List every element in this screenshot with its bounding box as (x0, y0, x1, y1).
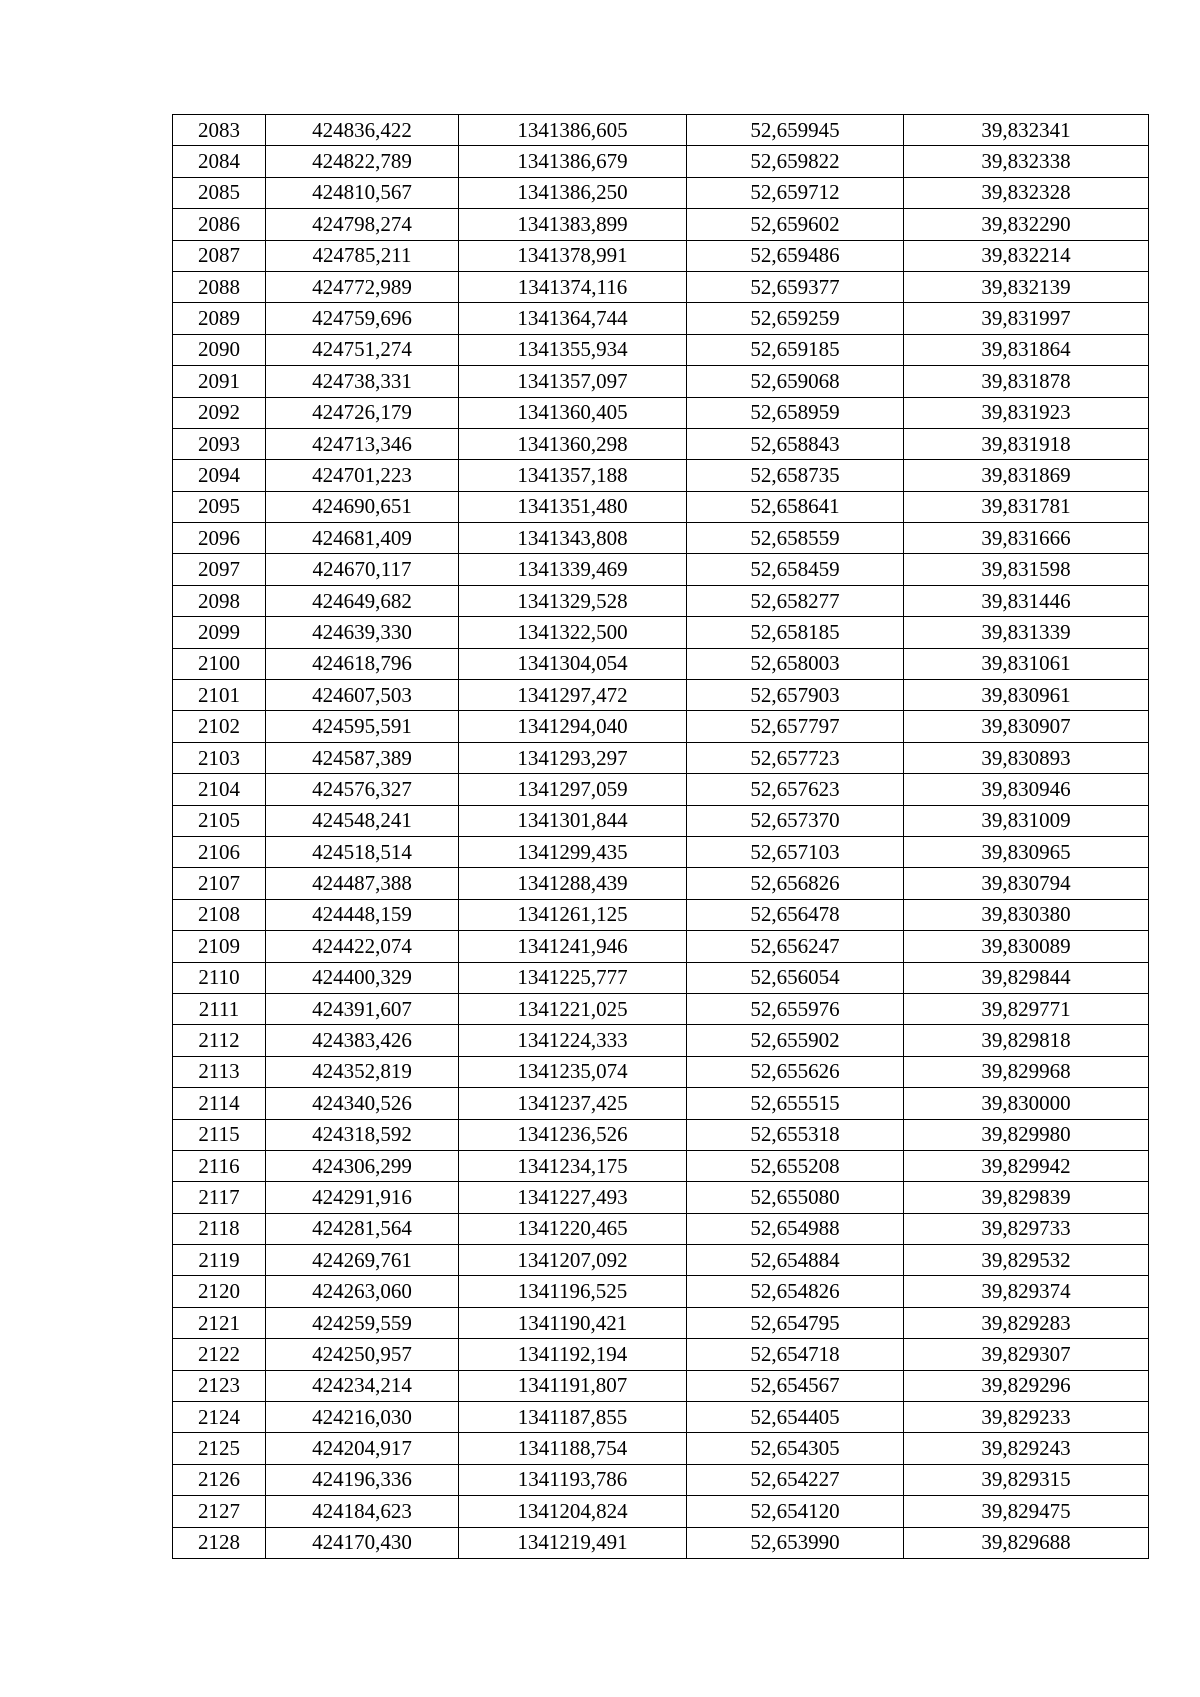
table-row (173, 585, 1149, 616)
table-row (173, 1339, 1149, 1370)
y-coordinate-cell: 1341364,744 (459, 303, 687, 334)
y-coordinate-cell: 1341329,528 (459, 585, 687, 616)
x-coordinate-cell: 424576,327 (266, 774, 459, 805)
longitude-cell: 39,831923 (904, 397, 1149, 428)
point-number-cell: 2114 (173, 1088, 266, 1119)
latitude-cell: 52,657723 (687, 742, 904, 773)
table-row (173, 742, 1149, 773)
point-number-cell: 2128 (173, 1527, 266, 1558)
point-number-cell: 2119 (173, 1245, 266, 1276)
latitude-cell: 52,658185 (687, 617, 904, 648)
latitude-cell: 52,658735 (687, 460, 904, 491)
longitude-cell: 39,831781 (904, 491, 1149, 522)
longitude-cell: 39,830946 (904, 774, 1149, 805)
longitude-cell: 39,831869 (904, 460, 1149, 491)
latitude-cell: 52,655080 (687, 1182, 904, 1213)
point-number-cell: 2107 (173, 868, 266, 899)
longitude-cell: 39,832341 (904, 115, 1149, 146)
table-row (173, 428, 1149, 459)
point-number-cell: 2086 (173, 209, 266, 240)
table-row (173, 774, 1149, 805)
latitude-cell: 52,655208 (687, 1150, 904, 1181)
longitude-cell: 39,832328 (904, 177, 1149, 208)
table-row (173, 1245, 1149, 1276)
coordinates-table-body (173, 115, 1149, 1559)
y-coordinate-cell: 1341224,333 (459, 1025, 687, 1056)
x-coordinate-cell: 424352,819 (266, 1056, 459, 1087)
point-number-cell: 2087 (173, 240, 266, 271)
latitude-cell: 52,658559 (687, 523, 904, 554)
table-row (173, 1496, 1149, 1527)
longitude-cell: 39,829942 (904, 1150, 1149, 1181)
point-number-cell: 2096 (173, 523, 266, 554)
x-coordinate-cell: 424595,591 (266, 711, 459, 742)
longitude-cell: 39,829688 (904, 1527, 1149, 1558)
point-number-cell: 2103 (173, 742, 266, 773)
latitude-cell: 52,659259 (687, 303, 904, 334)
y-coordinate-cell: 1341374,116 (459, 271, 687, 302)
table-row (173, 868, 1149, 899)
latitude-cell: 52,657797 (687, 711, 904, 742)
x-coordinate-cell: 424670,117 (266, 554, 459, 585)
latitude-cell: 52,659486 (687, 240, 904, 271)
longitude-cell: 39,830907 (904, 711, 1149, 742)
x-coordinate-cell: 424340,526 (266, 1088, 459, 1119)
y-coordinate-cell: 1341237,425 (459, 1088, 687, 1119)
x-coordinate-cell: 424518,514 (266, 836, 459, 867)
table-row (173, 711, 1149, 742)
table-row (173, 1025, 1149, 1056)
y-coordinate-cell: 1341234,175 (459, 1150, 687, 1181)
point-number-cell: 2115 (173, 1119, 266, 1150)
y-coordinate-cell: 1341301,844 (459, 805, 687, 836)
point-number-cell: 2120 (173, 1276, 266, 1307)
longitude-cell: 39,831598 (904, 554, 1149, 585)
point-number-cell: 2126 (173, 1464, 266, 1495)
table-row (173, 1527, 1149, 1558)
latitude-cell: 52,654305 (687, 1433, 904, 1464)
x-coordinate-cell: 424726,179 (266, 397, 459, 428)
y-coordinate-cell: 1341225,777 (459, 962, 687, 993)
longitude-cell: 39,829315 (904, 1464, 1149, 1495)
y-coordinate-cell: 1341360,298 (459, 428, 687, 459)
longitude-cell: 39,830965 (904, 836, 1149, 867)
table-row (173, 1213, 1149, 1244)
latitude-cell: 52,658959 (687, 397, 904, 428)
table-row (173, 680, 1149, 711)
latitude-cell: 52,656247 (687, 931, 904, 962)
latitude-cell: 52,655626 (687, 1056, 904, 1087)
latitude-cell: 52,654718 (687, 1339, 904, 1370)
y-coordinate-cell: 1341339,469 (459, 554, 687, 585)
point-number-cell: 2106 (173, 836, 266, 867)
point-number-cell: 2085 (173, 177, 266, 208)
longitude-cell: 39,832290 (904, 209, 1149, 240)
latitude-cell: 52,659185 (687, 334, 904, 365)
longitude-cell: 39,831864 (904, 334, 1149, 365)
point-number-cell: 2105 (173, 805, 266, 836)
latitude-cell: 52,659945 (687, 115, 904, 146)
table-row (173, 1056, 1149, 1087)
point-number-cell: 2091 (173, 366, 266, 397)
y-coordinate-cell: 1341299,435 (459, 836, 687, 867)
point-number-cell: 2102 (173, 711, 266, 742)
latitude-cell: 52,654120 (687, 1496, 904, 1527)
y-coordinate-cell: 1341227,493 (459, 1182, 687, 1213)
longitude-cell: 39,829771 (904, 993, 1149, 1024)
point-number-cell: 2116 (173, 1150, 266, 1181)
coordinates-table (172, 114, 1149, 1559)
latitude-cell: 52,657103 (687, 836, 904, 867)
x-coordinate-cell: 424383,426 (266, 1025, 459, 1056)
x-coordinate-cell: 424170,430 (266, 1527, 459, 1558)
x-coordinate-cell: 424204,917 (266, 1433, 459, 1464)
longitude-cell: 39,829233 (904, 1402, 1149, 1433)
table-row (173, 303, 1149, 334)
y-coordinate-cell: 1341357,188 (459, 460, 687, 491)
table-row (173, 209, 1149, 240)
longitude-cell: 39,829980 (904, 1119, 1149, 1150)
longitude-cell: 39,831009 (904, 805, 1149, 836)
table-row (173, 240, 1149, 271)
x-coordinate-cell: 424400,329 (266, 962, 459, 993)
latitude-cell: 52,659822 (687, 146, 904, 177)
point-number-cell: 2127 (173, 1496, 266, 1527)
point-number-cell: 2124 (173, 1402, 266, 1433)
longitude-cell: 39,831918 (904, 428, 1149, 459)
latitude-cell: 52,654826 (687, 1276, 904, 1307)
y-coordinate-cell: 1341192,194 (459, 1339, 687, 1370)
y-coordinate-cell: 1341261,125 (459, 899, 687, 930)
point-number-cell: 2112 (173, 1025, 266, 1056)
x-coordinate-cell: 424798,274 (266, 209, 459, 240)
latitude-cell: 52,654405 (687, 1402, 904, 1433)
y-coordinate-cell: 1341383,899 (459, 209, 687, 240)
point-number-cell: 2095 (173, 491, 266, 522)
y-coordinate-cell: 1341357,097 (459, 366, 687, 397)
table-row (173, 1150, 1149, 1181)
latitude-cell: 52,654567 (687, 1370, 904, 1401)
y-coordinate-cell: 1341220,465 (459, 1213, 687, 1244)
x-coordinate-cell: 424269,761 (266, 1245, 459, 1276)
x-coordinate-cell: 424701,223 (266, 460, 459, 491)
table-row (173, 1402, 1149, 1433)
longitude-cell: 39,831666 (904, 523, 1149, 554)
y-coordinate-cell: 1341343,808 (459, 523, 687, 554)
table-row (173, 523, 1149, 554)
x-coordinate-cell: 424751,274 (266, 334, 459, 365)
latitude-cell: 52,658277 (687, 585, 904, 616)
x-coordinate-cell: 424422,074 (266, 931, 459, 962)
x-coordinate-cell: 424184,623 (266, 1496, 459, 1527)
y-coordinate-cell: 1341190,421 (459, 1307, 687, 1338)
longitude-cell: 39,831997 (904, 303, 1149, 334)
longitude-cell: 39,831878 (904, 366, 1149, 397)
point-number-cell: 2097 (173, 554, 266, 585)
latitude-cell: 52,656054 (687, 962, 904, 993)
y-coordinate-cell: 1341241,946 (459, 931, 687, 962)
y-coordinate-cell: 1341293,297 (459, 742, 687, 773)
y-coordinate-cell: 1341193,786 (459, 1464, 687, 1495)
latitude-cell: 52,654795 (687, 1307, 904, 1338)
x-coordinate-cell: 424690,651 (266, 491, 459, 522)
x-coordinate-cell: 424607,503 (266, 680, 459, 711)
latitude-cell: 52,658641 (687, 491, 904, 522)
y-coordinate-cell: 1341386,679 (459, 146, 687, 177)
x-coordinate-cell: 424391,607 (266, 993, 459, 1024)
table-row (173, 115, 1149, 146)
y-coordinate-cell: 1341355,934 (459, 334, 687, 365)
table-row (173, 366, 1149, 397)
table-row (173, 1182, 1149, 1213)
x-coordinate-cell: 424681,409 (266, 523, 459, 554)
longitude-cell: 39,830089 (904, 931, 1149, 962)
x-coordinate-cell: 424822,789 (266, 146, 459, 177)
latitude-cell: 52,657370 (687, 805, 904, 836)
latitude-cell: 52,658843 (687, 428, 904, 459)
x-coordinate-cell: 424263,060 (266, 1276, 459, 1307)
y-coordinate-cell: 1341297,059 (459, 774, 687, 805)
table-row (173, 1307, 1149, 1338)
table-row (173, 397, 1149, 428)
y-coordinate-cell: 1341360,405 (459, 397, 687, 428)
longitude-cell: 39,832338 (904, 146, 1149, 177)
point-number-cell: 2123 (173, 1370, 266, 1401)
point-number-cell: 2098 (173, 585, 266, 616)
x-coordinate-cell: 424291,916 (266, 1182, 459, 1213)
x-coordinate-cell: 424738,331 (266, 366, 459, 397)
point-number-cell: 2125 (173, 1433, 266, 1464)
table-row (173, 334, 1149, 365)
longitude-cell: 39,829475 (904, 1496, 1149, 1527)
table-row (173, 1433, 1149, 1464)
y-coordinate-cell: 1341288,439 (459, 868, 687, 899)
longitude-cell: 39,829374 (904, 1276, 1149, 1307)
longitude-cell: 39,830893 (904, 742, 1149, 773)
table-row (173, 931, 1149, 962)
x-coordinate-cell: 424259,559 (266, 1307, 459, 1338)
point-number-cell: 2093 (173, 428, 266, 459)
latitude-cell: 52,653990 (687, 1527, 904, 1558)
x-coordinate-cell: 424234,214 (266, 1370, 459, 1401)
x-coordinate-cell: 424713,346 (266, 428, 459, 459)
point-number-cell: 2108 (173, 899, 266, 930)
y-coordinate-cell: 1341196,525 (459, 1276, 687, 1307)
y-coordinate-cell: 1341191,807 (459, 1370, 687, 1401)
point-number-cell: 2089 (173, 303, 266, 334)
latitude-cell: 52,658003 (687, 648, 904, 679)
x-coordinate-cell: 424548,241 (266, 805, 459, 836)
latitude-cell: 52,659377 (687, 271, 904, 302)
table-row (173, 1119, 1149, 1150)
y-coordinate-cell: 1341322,500 (459, 617, 687, 648)
longitude-cell: 39,830794 (904, 868, 1149, 899)
table-row (173, 1370, 1149, 1401)
y-coordinate-cell: 1341386,250 (459, 177, 687, 208)
table-row (173, 177, 1149, 208)
longitude-cell: 39,831446 (904, 585, 1149, 616)
longitude-cell: 39,829968 (904, 1056, 1149, 1087)
longitude-cell: 39,829733 (904, 1213, 1149, 1244)
y-coordinate-cell: 1341294,040 (459, 711, 687, 742)
x-coordinate-cell: 424639,330 (266, 617, 459, 648)
x-coordinate-cell: 424448,159 (266, 899, 459, 930)
x-coordinate-cell: 424649,682 (266, 585, 459, 616)
point-number-cell: 2104 (173, 774, 266, 805)
x-coordinate-cell: 424281,564 (266, 1213, 459, 1244)
longitude-cell: 39,829844 (904, 962, 1149, 993)
y-coordinate-cell: 1341235,074 (459, 1056, 687, 1087)
y-coordinate-cell: 1341297,472 (459, 680, 687, 711)
latitude-cell: 52,655515 (687, 1088, 904, 1119)
point-number-cell: 2090 (173, 334, 266, 365)
longitude-cell: 39,831339 (904, 617, 1149, 648)
x-coordinate-cell: 424487,388 (266, 868, 459, 899)
x-coordinate-cell: 424306,299 (266, 1150, 459, 1181)
x-coordinate-cell: 424810,567 (266, 177, 459, 208)
table-row (173, 271, 1149, 302)
x-coordinate-cell: 424759,696 (266, 303, 459, 334)
latitude-cell: 52,657903 (687, 680, 904, 711)
latitude-cell: 52,657623 (687, 774, 904, 805)
longitude-cell: 39,832139 (904, 271, 1149, 302)
x-coordinate-cell: 424785,211 (266, 240, 459, 271)
y-coordinate-cell: 1341236,526 (459, 1119, 687, 1150)
latitude-cell: 52,656826 (687, 868, 904, 899)
point-number-cell: 2111 (173, 993, 266, 1024)
table-row (173, 460, 1149, 491)
y-coordinate-cell: 1341221,025 (459, 993, 687, 1024)
point-number-cell: 2113 (173, 1056, 266, 1087)
table-row (173, 836, 1149, 867)
latitude-cell: 52,654227 (687, 1464, 904, 1495)
point-number-cell: 2109 (173, 931, 266, 962)
longitude-cell: 39,829839 (904, 1182, 1149, 1213)
table-row (173, 617, 1149, 648)
y-coordinate-cell: 1341378,991 (459, 240, 687, 271)
latitude-cell: 52,659712 (687, 177, 904, 208)
longitude-cell: 39,829307 (904, 1339, 1149, 1370)
latitude-cell: 52,655976 (687, 993, 904, 1024)
table-row (173, 1464, 1149, 1495)
point-number-cell: 2092 (173, 397, 266, 428)
point-number-cell: 2083 (173, 115, 266, 146)
latitude-cell: 52,654988 (687, 1213, 904, 1244)
table-row (173, 146, 1149, 177)
longitude-cell: 39,830000 (904, 1088, 1149, 1119)
latitude-cell: 52,658459 (687, 554, 904, 585)
longitude-cell: 39,831061 (904, 648, 1149, 679)
latitude-cell: 52,659068 (687, 366, 904, 397)
table-row (173, 962, 1149, 993)
latitude-cell: 52,654884 (687, 1245, 904, 1276)
longitude-cell: 39,830380 (904, 899, 1149, 930)
y-coordinate-cell: 1341204,824 (459, 1496, 687, 1527)
latitude-cell: 52,659602 (687, 209, 904, 240)
y-coordinate-cell: 1341219,491 (459, 1527, 687, 1558)
point-number-cell: 2118 (173, 1213, 266, 1244)
x-coordinate-cell: 424772,989 (266, 271, 459, 302)
x-coordinate-cell: 424836,422 (266, 115, 459, 146)
table-row (173, 491, 1149, 522)
y-coordinate-cell: 1341386,605 (459, 115, 687, 146)
y-coordinate-cell: 1341207,092 (459, 1245, 687, 1276)
longitude-cell: 39,832214 (904, 240, 1149, 271)
table-row (173, 1088, 1149, 1119)
point-number-cell: 2110 (173, 962, 266, 993)
longitude-cell: 39,829283 (904, 1307, 1149, 1338)
table-row (173, 899, 1149, 930)
table-row (173, 1276, 1149, 1307)
point-number-cell: 2122 (173, 1339, 266, 1370)
y-coordinate-cell: 1341188,754 (459, 1433, 687, 1464)
longitude-cell: 39,829818 (904, 1025, 1149, 1056)
x-coordinate-cell: 424318,592 (266, 1119, 459, 1150)
point-number-cell: 2099 (173, 617, 266, 648)
y-coordinate-cell: 1341187,855 (459, 1402, 687, 1433)
point-number-cell: 2100 (173, 648, 266, 679)
point-number-cell: 2084 (173, 146, 266, 177)
point-number-cell: 2094 (173, 460, 266, 491)
latitude-cell: 52,655902 (687, 1025, 904, 1056)
point-number-cell: 2121 (173, 1307, 266, 1338)
point-number-cell: 2117 (173, 1182, 266, 1213)
table-row (173, 993, 1149, 1024)
table-row (173, 648, 1149, 679)
y-coordinate-cell: 1341351,480 (459, 491, 687, 522)
point-number-cell: 2101 (173, 680, 266, 711)
longitude-cell: 39,830961 (904, 680, 1149, 711)
y-coordinate-cell: 1341304,054 (459, 648, 687, 679)
longitude-cell: 39,829243 (904, 1433, 1149, 1464)
latitude-cell: 52,656478 (687, 899, 904, 930)
longitude-cell: 39,829532 (904, 1245, 1149, 1276)
x-coordinate-cell: 424250,957 (266, 1339, 459, 1370)
x-coordinate-cell: 424618,796 (266, 648, 459, 679)
table-row (173, 805, 1149, 836)
longitude-cell: 39,829296 (904, 1370, 1149, 1401)
x-coordinate-cell: 424587,389 (266, 742, 459, 773)
latitude-cell: 52,655318 (687, 1119, 904, 1150)
table-row (173, 554, 1149, 585)
point-number-cell: 2088 (173, 271, 266, 302)
x-coordinate-cell: 424196,336 (266, 1464, 459, 1495)
x-coordinate-cell: 424216,030 (266, 1402, 459, 1433)
